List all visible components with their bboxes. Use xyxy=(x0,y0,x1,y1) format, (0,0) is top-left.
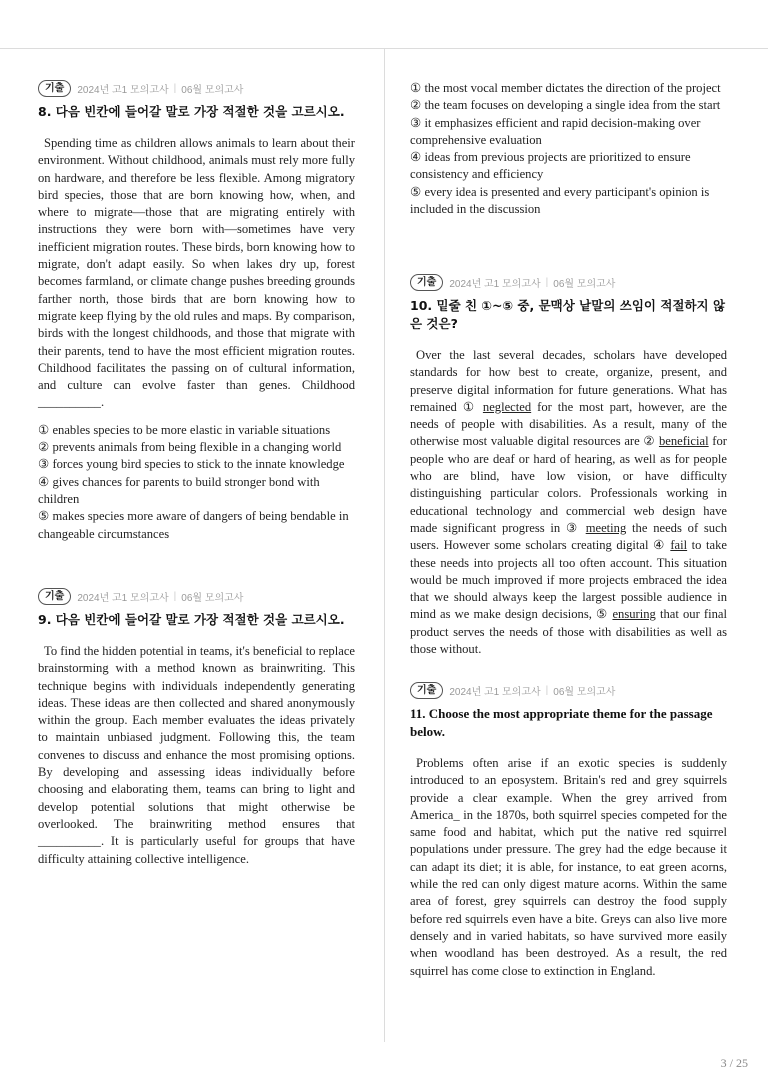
question-title: 9. 다음 빈칸에 들어갈 말로 가장 적절한 것을 고르시오. xyxy=(38,612,345,627)
passage: Spending time as children allows animals to learn about their environment. Without childhood, animals must rely more fully on hardware, and therefore be less flexible. Among migratory bird species, those that are born knowing how, when, and where to migrate—those that are migrating entirely with instructions they were born with—sometimes have very inefficient migration routes. These birds, born knowing how to migrate, don't adapt easily. So when lakes dry up, forest becomes farmland, or climate change pushes breeding grounds farther north, those birds that are born knowing how to migrate keep flying by the old rules and maps. By comparison, birds with the longest childhoods, and those that migrate with their parents, tend to have the most efficient migration routes. Childhood facilitates the passing on of cultural information, and culture can evolve faster than genes. Childhood __________. xyxy=(38,136,355,410)
passage: Problems often arise if an exotic species is suddenly introduced to an eposystem. Britain's red and grey squirrels provide a clear example. When the grey arrived from America_ in the 1870s, both squirrel species competed for the same food and habitat, which put the native red squirrel populations under pressure. The grey had the edge because it can adapt its diet; it is able, for instance, to eat green acorns, while the red can only digest mature acorns. Within the same area of forest, grey squirrels can destroy the food supply before red squirrels even have a bite. Greys can also live more densely and in varied habitats, so have survived more easily when woodland has been destroyed. As a result, the red squirrel has come close to extinction in England. xyxy=(410,756,727,978)
underlined-word-2: beneficial xyxy=(658,434,709,449)
options-list xyxy=(38,422,355,543)
option-3[interactable]: ③ it emphasizes efficient and rapid decision-making over comprehensive evaluation xyxy=(410,115,701,147)
underlined-word-4: fail xyxy=(670,538,688,553)
option-1[interactable]: ① enables species to be more elastic in variable situations xyxy=(38,422,331,437)
question-9-options xyxy=(410,80,727,218)
option-1[interactable]: ① the most vocal member dictates the direction of the project xyxy=(410,81,721,95)
exam-badge: 기출 xyxy=(410,682,443,699)
question-title: 8. 다음 빈칸에 들어갈 말로 가장 적절한 것을 고르시오. xyxy=(38,104,345,119)
option-2[interactable]: ② the team focuses on developing a single idea from the start xyxy=(410,98,721,113)
exam-year: 2024년 고1 모의고사 xyxy=(449,279,541,290)
question-8 xyxy=(38,80,355,543)
exam-month: 06월 모의고사 xyxy=(553,687,616,698)
page-number: 3 / 25 xyxy=(720,1056,748,1070)
option-5[interactable]: ⑤ makes species more aware of dangers of being bendable in changeable circumstances xyxy=(38,509,349,541)
question-9 xyxy=(38,588,355,868)
question-11 xyxy=(410,682,727,980)
passage-text: that our final product serves the needs of those with disabilities as well as those without. xyxy=(410,607,727,657)
passage xyxy=(410,347,727,658)
source-tag: 기출 2024년 고1 모의고사 | 06월 모의고사 xyxy=(410,274,727,291)
column-divider xyxy=(384,48,385,1042)
passage: To find the hidden potential in teams, it's beneficial to replace brainstorming with a method known as brainwriting. This technique begins with individuals independently generating ideas. These ideas are then collected and shared anonymously within the group. Each member evaluates the ideas privately to maintain unbiased judgment. Following this, the team convenes to discuss and enhance the most promising options. By developing and assessing ideas individually before choosing and elaborating them, teams can bring to light and develop potential solutions that might otherwise be overlooked. The brainwriting method ensures that __________. It is particularly useful for groups that have difficulty attaining collective intelligence. xyxy=(38,644,355,866)
exam-year: 2024년 고1 모의고사 xyxy=(449,687,541,698)
source-tag: 기출 2024년 고1 모의고사 | 06월 모의고사 xyxy=(38,80,355,97)
option-4[interactable]: ④ gives chances for parents to build stronger bond with children xyxy=(38,474,320,506)
question-title: 10. 밑줄 친 ①~⑤ 중, 문맥상 낱말의 쓰임이 적절하지 않은 것은? xyxy=(410,298,726,331)
source-tag: 기출 2024년 고1 모의고사 | 06월 모의고사 xyxy=(38,588,355,605)
exam-year: 2024년 고1 모의고사 xyxy=(77,85,169,96)
question-title: 11. Choose the most appropriate theme for the passage below. xyxy=(410,706,713,739)
option-2[interactable]: ② prevents animals from being flexible in a changing world xyxy=(38,440,342,455)
passage-text: the needs of such users. However some scholars creating digital ④ xyxy=(410,520,727,553)
exam-badge: 기출 xyxy=(410,274,443,291)
exam-badge: 기출 xyxy=(38,588,71,605)
option-4[interactable]: ④ ideas from previous projects are prioritized to ensure consistency and efficiency xyxy=(410,150,691,182)
option-5[interactable]: ⑤ every idea is presented and every participant's opinion is included in the discussion xyxy=(410,184,710,217)
passage-text: to take these needs into projects all too often account. This situation would be much improved if more projects embraced the idea that we should always keep the largest possible audience in mind as we make design decisions, ⑤ xyxy=(410,538,727,622)
exam-badge: 기출 xyxy=(38,80,71,97)
exam-month: 06월 모의고사 xyxy=(181,85,244,96)
option-3[interactable]: ③ forces young bird species to stick to the innate knowledge xyxy=(38,457,345,472)
exam-month: 06월 모의고사 xyxy=(553,279,616,290)
underlined-word-1: neglected xyxy=(482,399,532,414)
passage-text: Over the last several decades, scholars have developed standards for how best to create, organize, present, and preserve digital information for future generations. What has remained ① xyxy=(410,348,727,414)
underlined-word-5: ensuring xyxy=(612,607,656,622)
passage-text: for the most part, however, are the needs of people with disabilities. As a result, many of the otherwise most valuable digital resources are ② xyxy=(410,399,727,449)
underlined-word-3: meeting xyxy=(585,520,627,535)
source-tag: 기출 2024년 고1 모의고사 | 06월 모의고사 xyxy=(410,682,727,699)
question-10 xyxy=(410,274,727,658)
exam-year: 2024년 고1 모의고사 xyxy=(77,593,169,604)
passage-text: for people who are deaf or hard of hearing, as well as for people who are blind, have low vision, or have difficulty distinguishing particular colors. Professionals working in educational technology and commercial web design have made significant progress in ③ xyxy=(410,434,727,535)
exam-month: 06월 모의고사 xyxy=(181,593,244,604)
